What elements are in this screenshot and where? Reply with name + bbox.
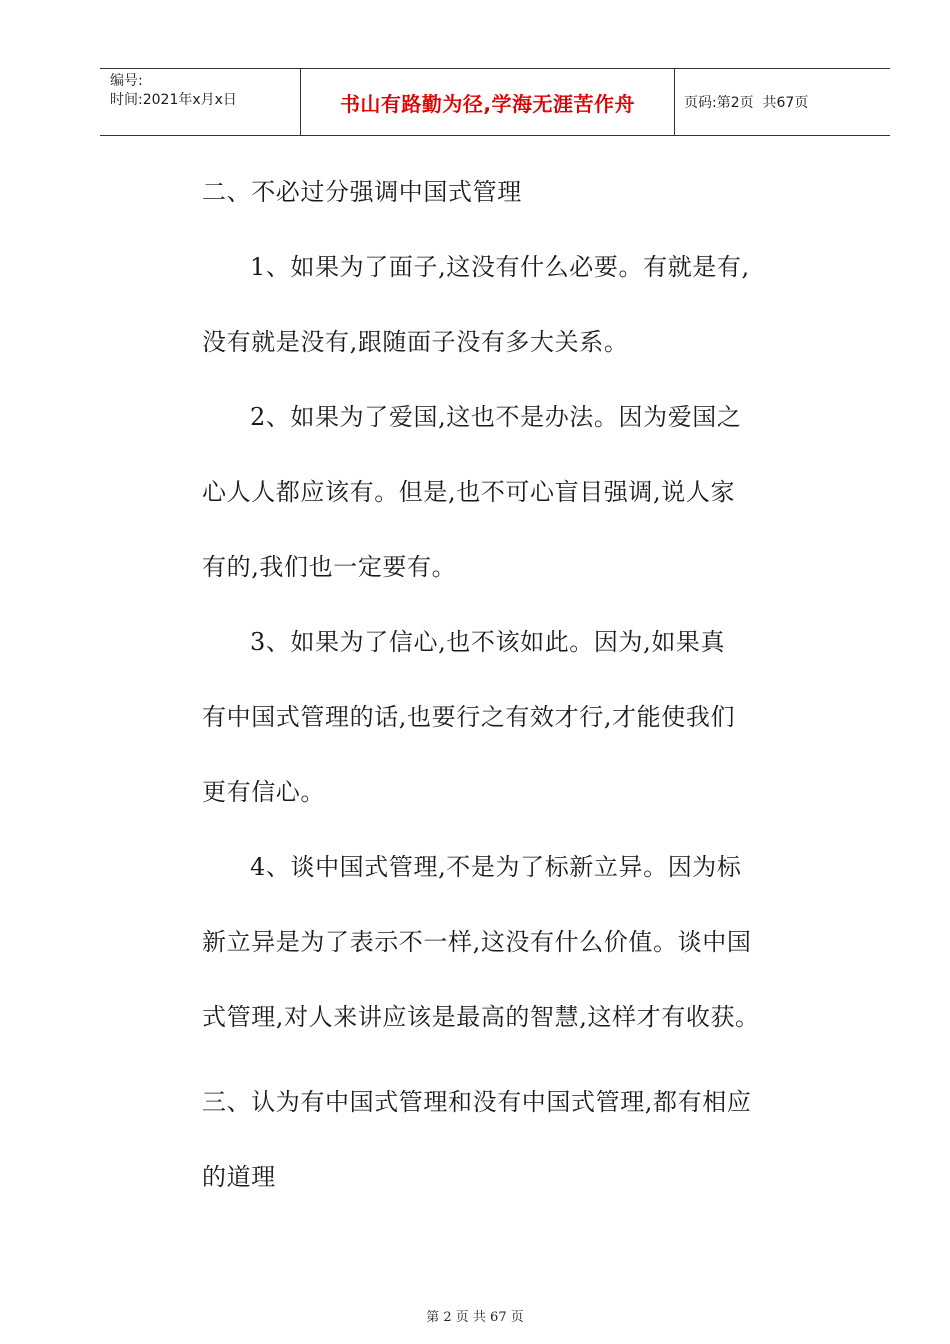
paragraph-line: 4、谈中国式管理,不是为了标新立异。因为标	[250, 853, 742, 881]
paragraph-line: 新立异是为了表示不一样,这没有什么价值。谈中国	[202, 928, 752, 956]
paragraph-line: 心人人都应该有。但是,也不可心盲目强调,说人家	[202, 478, 736, 506]
header-page-info	[675, 69, 890, 135]
paragraph-line: 2、如果为了爱国,这也不是办法。因为爱国之	[250, 403, 742, 431]
section-heading: 二、不必过分强调中国式管理	[202, 178, 522, 206]
page-header	[100, 68, 890, 136]
paragraph-line: 有中国式管理的话,也要行之有效才行,才能使我们	[202, 703, 736, 731]
paragraph-line: 有的,我们也一定要有。	[202, 553, 457, 581]
paragraph-line: 更有信心。	[202, 778, 325, 806]
section-heading-continued: 的道理	[202, 1163, 276, 1191]
paragraph-line: 1、如果为了面子,这没有什么必要。有就是有,	[250, 253, 750, 281]
number-label: 编号:	[110, 73, 143, 89]
header-motto: 书山有路勤为径,学海无涯苦作舟	[301, 69, 675, 135]
page-label: 页码:第2页 共67页	[684, 95, 809, 111]
paragraph-line: 3、如果为了信心,也不该如此。因为,如果真	[250, 628, 726, 656]
paragraph-line: 没有就是没有,跟随面子没有多大关系。	[202, 328, 629, 356]
header-info	[100, 69, 301, 135]
page-footer: 第 2 页 共 67 页	[426, 1310, 524, 1325]
paragraph-line: 式管理,对人来讲应该是最高的智慧,这样才有收获。	[202, 1003, 760, 1031]
time-label: 时间:2021年x月x日	[110, 92, 237, 108]
section-heading: 三、认为有中国式管理和没有中国式管理,都有相应	[202, 1088, 752, 1116]
